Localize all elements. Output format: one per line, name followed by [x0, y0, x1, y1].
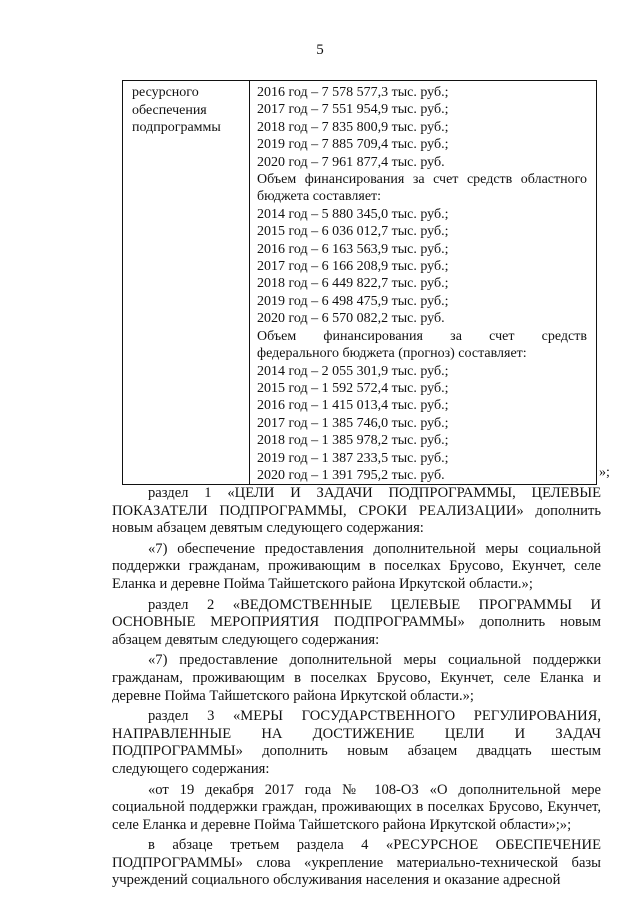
- funding-line: 2018 год – 1 385 978,2 тыс. руб.;: [257, 433, 449, 449]
- paragraph: «7) обеспечение предоставления дополнительной меры социальной поддержки гражданам, проживающим в поселках Брусово, Екунчет, селе Еланка и деревне Пойма Тайшетского района Иркутской области.»;: [112, 540, 601, 592]
- funding-line: 2019 год – 1 387 233,5 тыс. руб.;: [257, 450, 449, 466]
- funding-line: 2020 год – 6 570 082,2 тыс. руб.: [257, 311, 445, 327]
- paragraph: раздел 3 «МЕРЫ ГОСУДАРСТВЕННОГО РЕГУЛИРОВАНИЯ, НАПРАВЛЕННЫЕ НА ДОСТИЖЕНИЕ ЦЕЛИ И ЗАДАЧ ПОДПРОГРАММЫ» дополнить новым абзацем двадцать шестым следующего содержания:: [112, 708, 601, 777]
- left-cell-line: ресурсного: [132, 85, 199, 100]
- funding-heading-federal: Объем финансирования за счет средств: [257, 328, 587, 344]
- table-closing-quote: »;: [599, 465, 610, 480]
- funding-line: 2017 год – 1 385 746,0 тыс. руб.;: [257, 415, 449, 431]
- funding-line: 2016 год – 6 163 563,9 тыс. руб.;: [257, 241, 449, 257]
- funding-table: [122, 80, 597, 485]
- funding-line: 2018 год – 7 835 800,9 тыс. руб.;: [257, 119, 449, 135]
- funding-line: 2016 год – 1 415 013,4 тыс. руб.;: [257, 398, 449, 414]
- funding-line: 2019 год – 7 885 709,4 тыс. руб.;: [257, 137, 449, 153]
- funding-line: 2014 год – 2 055 301,9 тыс. руб.;: [257, 363, 449, 379]
- paragraph: раздел 1 «ЦЕЛИ И ЗАДАЧИ ПОДПРОГРАММЫ, ЦЕЛЕВЫЕ ПОКАЗАТЕЛИ ПОДПРОГРАММЫ, СРОКИ РЕАЛИЗАЦИИ» дополнить новым абзацем девятым следующего содержания:: [112, 485, 601, 537]
- funding-line: 2015 год – 6 036 012,7 тыс. руб.;: [257, 224, 449, 240]
- table-right-cell: [250, 81, 596, 484]
- funding-line: 2014 год – 5 880 345,0 тыс. руб.;: [257, 206, 449, 222]
- funding-line: 2017 год – 7 551 954,9 тыс. руб.;: [257, 102, 449, 118]
- paragraph: «7) предоставление дополнительной меры социальной поддержки гражданам, проживающим в поселках Брусово, Екунчет, селе Еланка и деревне Пойма Тайшетского района Иркутской области.»;: [112, 652, 601, 704]
- left-cell-line: подпрограммы: [132, 120, 221, 135]
- table-left-cell: [123, 81, 250, 484]
- document-body: [112, 485, 601, 893]
- funding-line: 2020 год – 1 391 795,2 тыс. руб.: [257, 467, 445, 483]
- funding-line: 2017 год – 6 166 208,9 тыс. руб.;: [257, 259, 449, 275]
- funding-heading-regional: Объем финансирования за счет средств областного: [257, 172, 587, 188]
- funding-line: 2020 год – 7 961 877,4 тыс. руб.: [257, 154, 445, 170]
- page-number: 5: [316, 42, 324, 58]
- funding-line: 2015 год – 1 592 572,4 тыс. руб.;: [257, 380, 449, 396]
- paragraph: «от 19 декабря 2017 года № 108-ОЗ «О дополнительной мере социальной поддержки граждан, проживающих в поселках Брусово, Екунчет, селе Еланка и деревне Пойма Тайшетского района Иркутской области»;»;: [112, 781, 601, 833]
- funding-heading-regional-cont: бюджета составляет:: [257, 189, 382, 205]
- funding-line: 2016 год – 7 578 577,3 тыс. руб.;: [257, 85, 449, 100]
- funding-line: 2019 год – 6 498 475,9 тыс. руб.;: [257, 293, 449, 309]
- left-cell-line: обеспечения: [132, 102, 207, 118]
- paragraph: раздел 2 «ВЕДОМСТВЕННЫЕ ЦЕЛЕВЫЕ ПРОГРАММЫ И ОСНОВНЫЕ МЕРОПРИЯТИЯ ПОДПРОГРАММЫ» дополнить новым абзацем девятым следующего содержания:: [112, 596, 601, 648]
- funding-line: 2018 год – 6 449 822,7 тыс. руб.;: [257, 276, 449, 292]
- funding-heading-federal-cont: федерального бюджета (прогноз) составляет:: [257, 346, 527, 362]
- paragraph: в абзаце третьем раздела 4 «РЕСУРСНОЕ ОБЕСПЕЧЕНИЕ ПОДПРОГРАММЫ» слова «укрепление материально-технической базы учреждений социального обслуживания населения и оказание адресной: [112, 837, 601, 889]
